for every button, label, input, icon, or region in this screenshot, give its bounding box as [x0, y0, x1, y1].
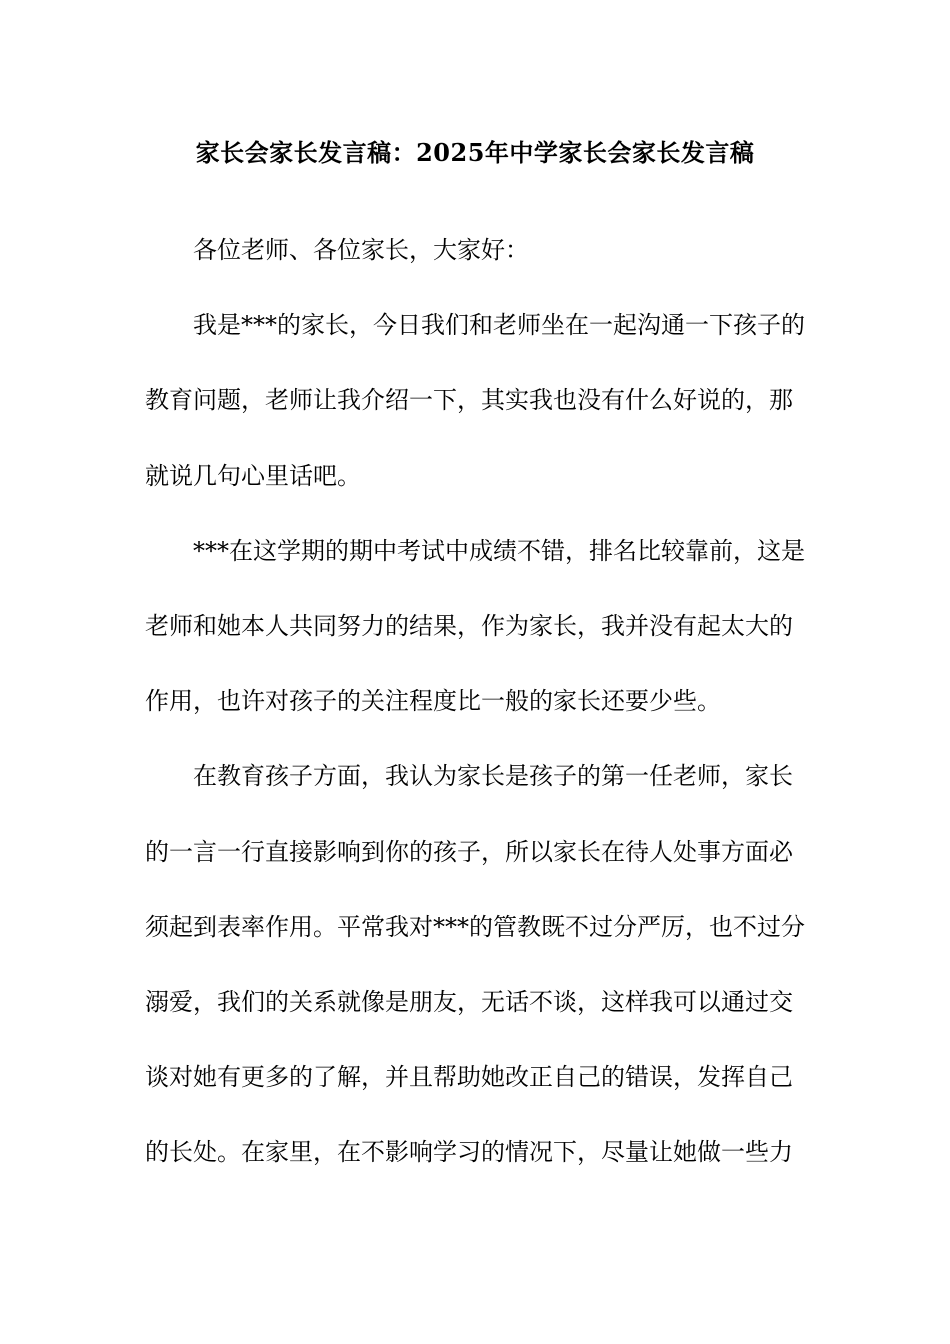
body-line: 的一言一行直接影响到你的孩子，所以家长在待人处事方面必 — [145, 837, 793, 866]
body-line: 教育问题，老师让我介绍一下，其实我也没有什么好说的，那 — [145, 386, 793, 415]
body-line: 的长处。在家里，在不影响学习的情况下，尽量让她做一些力 — [145, 1138, 793, 1167]
body-line: 我是***的家长，今日我们和老师坐在一起沟通一下孩子的 — [193, 311, 805, 340]
body-line: 作用，也许对孩子的关注程度比一般的家长还要少些。 — [145, 687, 721, 716]
body-line: 须起到表率作用。平常我对***的管教既不过分严厉，也不过分 — [145, 912, 805, 941]
body-line: 谈对她有更多的了解，并且帮助她改正自己的错误，发挥自己 — [145, 1063, 793, 1092]
document-body — [145, 228, 807, 1205]
body-line: 各位老师、各位家长，大家好： — [193, 236, 529, 264]
body-line: ***在这学期的期中考试中成绩不错，排名比较靠前，这是 — [193, 536, 805, 565]
body-line: 老师和她本人共同努力的结果，作为家长，我并没有起太大的 — [145, 611, 793, 640]
body-line: 溺爱，我们的关系就像是朋友，无话不谈，这样我可以通过交 — [145, 987, 793, 1016]
body-line: 在教育孩子方面，我认为家长是孩子的第一任老师，家长 — [193, 762, 793, 791]
body-line: 就说几句心里话吧。 — [145, 461, 361, 490]
document-title: 家长会家长发言稿：2025年中学家长会家长发言稿 — [195, 138, 755, 167]
